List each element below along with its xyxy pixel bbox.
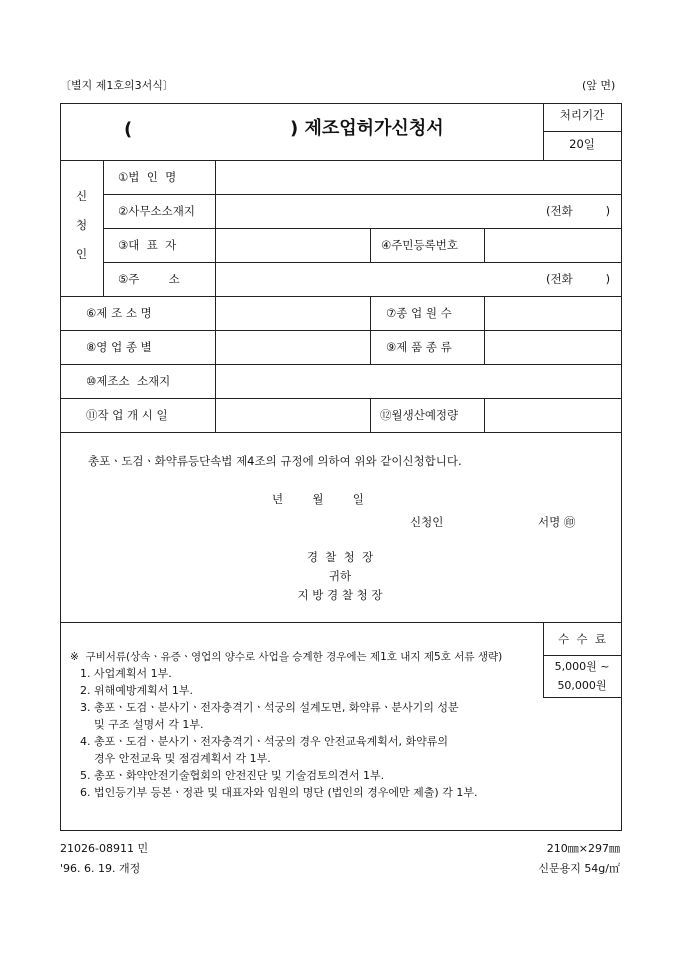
- resident-number-field[interactable]: [485, 229, 620, 261]
- factory-location-label: ⑩제조소 소재지: [86, 374, 171, 388]
- doc-item: 6. 법인등기부 등본ㆍ정관 및 대표자와 임원의 명단 (법인의 경우에만 제출) 각 1부.: [80, 786, 478, 799]
- business-type-field[interactable]: [216, 331, 369, 363]
- required-docs-list: [80, 665, 477, 801]
- paper-type: 신문용지 54g/㎡: [538, 862, 620, 875]
- signature-seal: 서명 ㊞: [538, 515, 576, 529]
- doc-item: 3. 총포ㆍ도검ㆍ분사기ㆍ전자충격기ㆍ석궁의 설계도면, 화약류ㆍ분사기의 성분 및 구조 설명서 각 1부.: [80, 701, 459, 731]
- doc-item: 4. 총포ㆍ도검ㆍ분사기ㆍ전자충격기ㆍ석궁의 경우 안전교육계획서, 화약류의 경우 안전교육 및 점검계획서 각 1부.: [80, 735, 449, 765]
- representative-field[interactable]: [216, 229, 369, 261]
- fee-min: 5,000원 ~: [554, 660, 610, 673]
- address-field[interactable]: [216, 263, 516, 295]
- revision-date: '96. 6. 19. 개정: [60, 862, 141, 875]
- corp-name-field[interactable]: [216, 161, 620, 193]
- paper-size: 210㎜×297㎜: [546, 842, 620, 855]
- form-code: 21026-08911 민: [60, 842, 149, 855]
- recipient-police-chief: 경 찰 청 장: [306, 550, 374, 564]
- workers-field[interactable]: [485, 297, 620, 329]
- office-label: ②사무소소재지: [118, 204, 195, 218]
- factory-name-field[interactable]: [216, 297, 369, 329]
- doc-item: 1. 사업계획서 1부.: [80, 667, 172, 680]
- recipient-to: 귀하: [328, 569, 352, 583]
- product-type-label: ⑨제 품 종 류: [386, 340, 452, 354]
- form-title: ) 제조업허가신청서: [290, 118, 444, 139]
- corp-name-label: ①법 인 명: [118, 170, 177, 184]
- fee-label: 수 수 료: [558, 632, 606, 646]
- doc-item: 2. 위해예방계획서 1부.: [80, 684, 193, 697]
- business-type-label: ⑧영 업 종 별: [86, 340, 152, 354]
- applicant-label-3: 인: [76, 247, 88, 261]
- workers-label: ⑦종 업 원 수: [386, 306, 452, 320]
- address-label: ⑤주 소: [118, 272, 180, 286]
- start-date-label: ⑪작 업 개 시 일: [86, 408, 168, 422]
- monthly-output-label: ⑫월생산예정량: [380, 408, 459, 422]
- applicant-label-1: 신: [76, 189, 88, 203]
- representative-label: ③대 표 자: [118, 238, 177, 252]
- recipient-regional-chief: 지 방 경 찰 청 장: [297, 588, 383, 602]
- front-side-label: (앞 면): [582, 79, 616, 92]
- factory-name-label: ⑥제 조 소 명: [86, 306, 152, 320]
- doc-item: 5. 총포ㆍ화약안전기술협회의 안전진단 및 기술검토의견서 1부.: [80, 769, 385, 782]
- factory-location-field[interactable]: [216, 365, 620, 397]
- form-number: 〔별지 제1호의3서식〕: [60, 79, 174, 92]
- office-phone: (전화 ): [546, 204, 611, 218]
- monthly-output-field[interactable]: [485, 399, 620, 431]
- office-field[interactable]: [216, 195, 516, 227]
- required-docs-heading: ※ 구비서류(상속ㆍ유증ㆍ영업의 양수로 사업을 승계한 경우에는 제1호 내지 제5호 서류 생략): [70, 651, 503, 663]
- product-type-field[interactable]: [485, 331, 620, 363]
- fee-max: 50,000원: [557, 679, 607, 692]
- applicant-sign-label: 신청인: [410, 515, 444, 529]
- processing-period-value: 20일: [569, 137, 595, 151]
- processing-period-label: 처리기간: [559, 108, 605, 122]
- title-paren: (: [124, 119, 133, 140]
- applicant-label-2: 청: [76, 218, 88, 232]
- address-phone: (전화 ): [546, 272, 611, 286]
- declaration-statement: 총포ㆍ도검ㆍ화약류등단속법 제4조의 규정에 의하여 위와 같이신청합니다.: [88, 454, 462, 468]
- date-line: 년 월 일: [272, 492, 364, 506]
- start-date-field[interactable]: [216, 399, 369, 431]
- resident-number-label: ④주민등록번호: [381, 238, 458, 252]
